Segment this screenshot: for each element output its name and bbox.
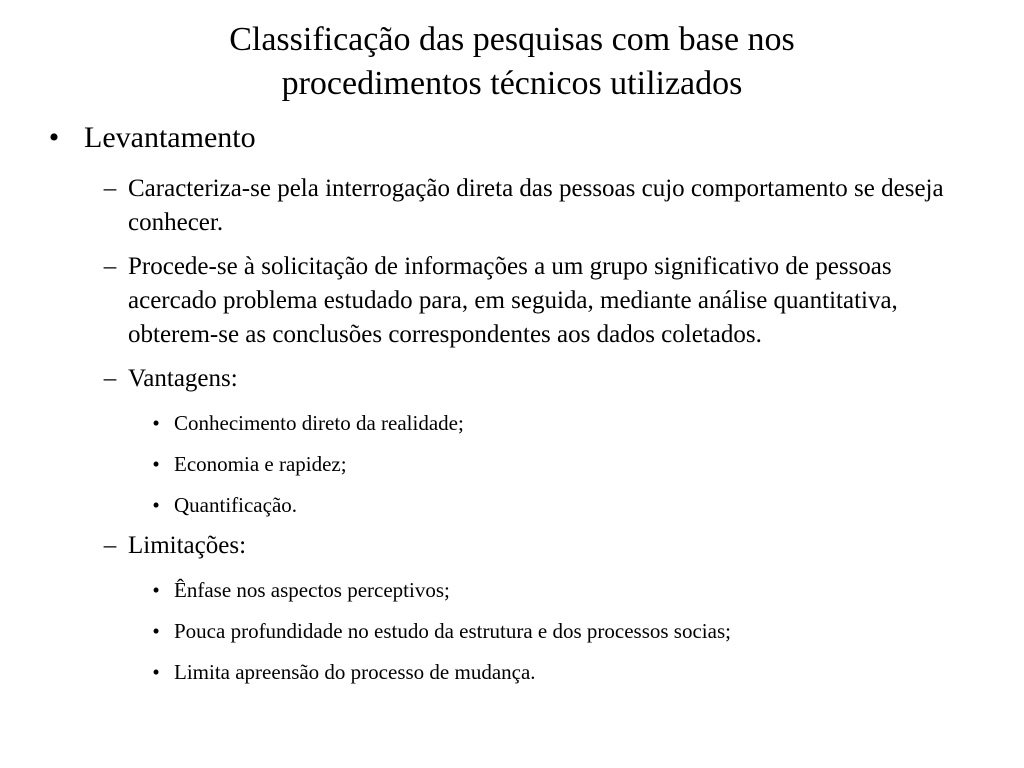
bullet-level2-caracteriza: [44, 172, 984, 240]
bullet-icon: •: [152, 578, 160, 602]
bullet-icon: •: [48, 121, 60, 154]
slide-title-line: Classificação das pesquisas com base nos: [229, 21, 795, 58]
bullet-text: Conhecimento direto da realidade;: [174, 411, 464, 435]
bullet-text: Limita apreensão do processo de mudança.: [174, 660, 536, 684]
bullet-level2-vantagens: [44, 362, 984, 396]
slide-title-line: procedimentos técnicos utilizados: [281, 65, 743, 102]
bullet-level2-limitacoes: [44, 529, 984, 563]
dash-icon: –: [103, 532, 117, 559]
bullet-icon: •: [152, 619, 160, 643]
bullet-text: Ênfase nos aspectos perceptivos;: [174, 578, 450, 602]
dash-icon: –: [103, 365, 117, 392]
bullet-level2-procede: [44, 250, 984, 352]
bullet-level3-item: [44, 409, 984, 437]
bullet-text: Procede-se à solicitação de informações a um grupo significativo de pessoas acercado problema estudado para, em seguida, mediante análise quantitativa, obterem-se as conclusões correspondentes aos dados coletados.: [128, 253, 898, 348]
slide-title: [100, 18, 924, 106]
dash-icon: –: [103, 175, 117, 202]
bullet-level3-item: [44, 617, 984, 645]
bullet-level3-item: [44, 450, 984, 478]
bullet-level3-item: [44, 576, 984, 604]
bullet-text: Pouca profundidade no estudo da estrutura e dos processos socias;: [174, 619, 731, 643]
slide-body: [44, 118, 984, 686]
bullet-icon: •: [152, 411, 160, 435]
bullet-text: Economia e rapidez;: [174, 452, 347, 476]
bullet-text: Quantificação.: [174, 493, 298, 517]
bullet-text: Limitações:: [128, 532, 247, 559]
bullet-text: Levantamento: [84, 121, 256, 154]
bullet-level1-levantamento: [44, 118, 984, 158]
bullet-level3-item: [44, 658, 984, 686]
bullet-icon: •: [152, 660, 160, 684]
bullet-icon: •: [152, 452, 160, 476]
bullet-level3-item: [44, 491, 984, 519]
bullet-text: Caracteriza-se pela interrogação direta das pessoas cujo comportamento se deseja conhecer.: [128, 175, 944, 236]
dash-icon: –: [103, 253, 117, 280]
bullet-text: Vantagens:: [128, 365, 238, 392]
bullet-icon: •: [152, 493, 160, 517]
